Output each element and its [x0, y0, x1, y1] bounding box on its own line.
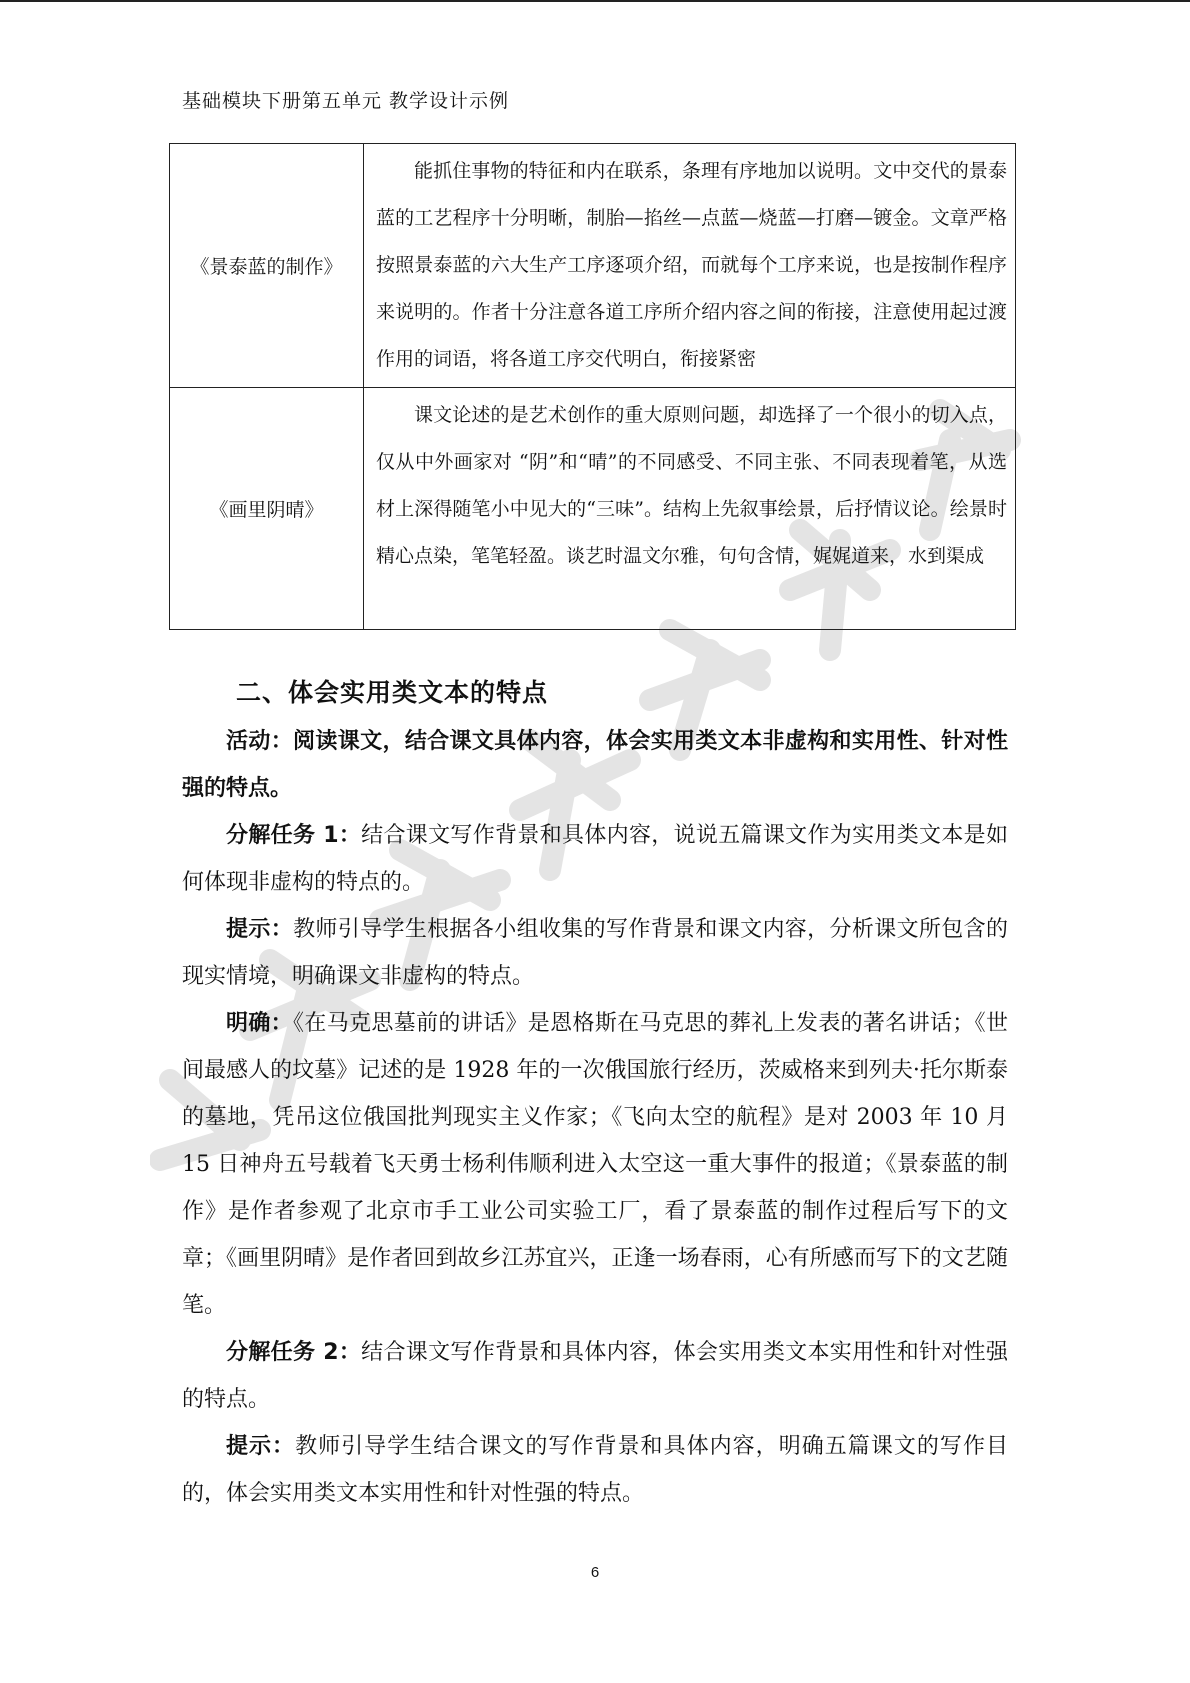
task1-paragraph: [182, 812, 1008, 906]
hint2-text: 教师引导学生结合课文的写作背景和具体内容，明确五篇课文的写作目的，体会实用类文本实用性和针对性强的特点。: [182, 1434, 1008, 1506]
task1-text: 结合课文写作背景和具体内容，说说五篇课文作为实用类文本是如何体现非虚构的特点的。: [182, 823, 1008, 895]
clarify-label: 明确：: [226, 1011, 294, 1036]
hint1-text: 教师引导学生根据各小组收集的写作背景和课文内容，分析课文所包含的现实情境，明确课文非虚构的特点。: [182, 917, 1008, 989]
clarify-text: 《在马克思墓前的讲话》是恩格斯在马克思的葬礼上发表的著名讲话；《世间最感人的坟墓》记述的是 1928 年的一次俄国旅行经历，茨威格来到列夫·托尔斯泰的墓地，凭吊这位俄国批判现实主义作家；《飞向太空的航程》是对 2003 年 10 月 15 日神舟五号载着飞天勇士杨利伟顺利进入太空这一重大事件的报道；《景泰蓝的制作》是作者参观了北京市手工业公司实验工厂，看了景泰蓝的制作过程后写下的文章；《画里阴晴》是作者回到故乡江苏宜兴，正逢一场春雨，心有所感而写下的文艺随笔。: [182, 1011, 1008, 1318]
comparison-table: [169, 143, 1016, 630]
hint2-paragraph: [182, 1423, 1008, 1517]
clarify-paragraph: [182, 1000, 1008, 1329]
table-row: [170, 388, 1016, 630]
activity-paragraph: 活动：阅读课文，结合课文具体内容，体会实用类文本非虚构和实用性、针对性强的特点。: [182, 729, 1008, 801]
page-number: 6: [590, 1564, 600, 1581]
task1-label: 分解任务 1：: [226, 823, 362, 848]
task2-paragraph: [182, 1329, 1008, 1423]
table-cell-title: 《画里阴晴》: [170, 388, 364, 630]
table-cell-description: 课文论述的是艺术创作的重大原则问题，却选择了一个很小的切入点，仅从中外画家对 “阴”和“晴”的不同感受、不同主张、不同表现着笔，从选材上深得随笔小中见大的“三味”。结构上先叙事绘景，后抒情议论。绘景时精心点染，笔笔轻盈。谈艺时温文尔雅，句句含情，娓娓道来，水到渠成: [364, 388, 1016, 630]
hint2-label: 提示：: [226, 1434, 296, 1459]
task2-label: 分解任务 2：: [226, 1340, 362, 1365]
running-header: 基础模块下册第五单元 教学设计示例: [182, 90, 510, 112]
table-cell-description: 能抓住事物的特征和内在联系，条理有序地加以说明。文中交代的景泰蓝的工艺程序十分明晰，制胎—掐丝—点蓝—烧蓝—打磨—镀金。文章严格按照景泰蓝的六大生产工序逐项介绍，而就每个工序来说，也是按制作程序来说明的。作者十分注意各道工序所介绍内容之间的衔接，注意使用起过渡作用的词语，将各道工序交代明白，衔接紧密: [364, 144, 1016, 388]
section-heading: 二、体会实用类文本的特点: [236, 678, 549, 707]
top-rule: [0, 0, 1190, 2]
section-body: [182, 718, 1008, 1517]
hint1-paragraph: [182, 906, 1008, 1000]
table-row: [170, 144, 1016, 388]
task2-text: 结合课文写作背景和具体内容，体会实用类文本实用性和针对性强的特点。: [182, 1340, 1008, 1412]
hint1-label: 提示：: [226, 917, 294, 942]
table-cell-title: 《景泰蓝的制作》: [170, 144, 364, 388]
